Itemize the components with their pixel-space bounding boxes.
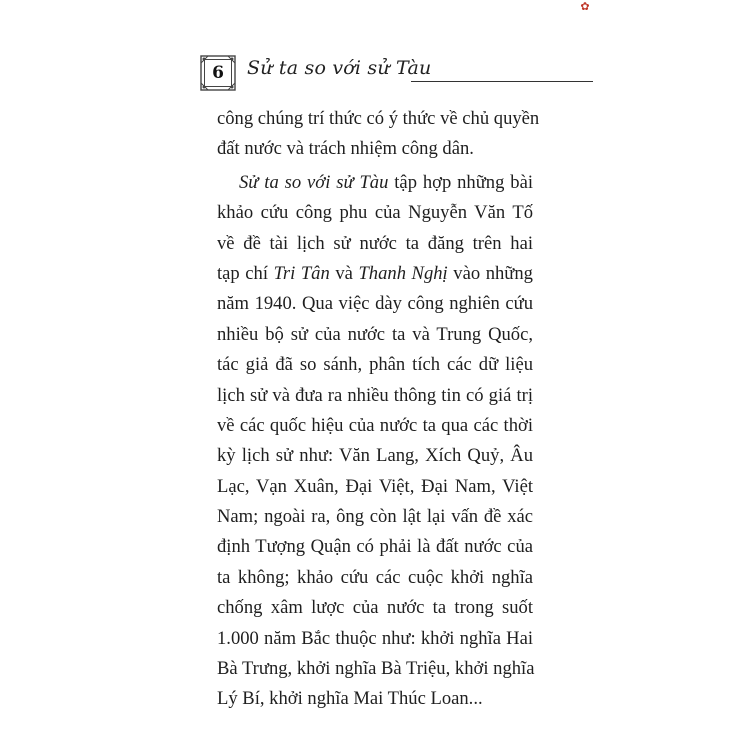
text-line: tạp chí Tri Tân và Thanh Nghị vào những — [217, 262, 533, 284]
text-line: lịch sử và đưa ra nhiều thông tin có giá trị — [217, 384, 533, 406]
text-line: khảo cứu công phu của Nguyễn Văn Tố — [217, 202, 533, 224]
flower-mark-icon: ✿ — [580, 1, 590, 13]
body-text — [217, 104, 540, 715]
text-line: định Tượng Quận có phải là đất nước của — [217, 536, 533, 558]
journal-name: Thanh Nghị — [358, 262, 448, 284]
text-line: Sử ta so với sử Tàu tập hợp những bài — [239, 171, 533, 193]
text-line: công chúng trí thức có ý thức về chủ quyền — [217, 108, 540, 129]
text-line: nhiều bộ sử của nước ta và Trung Quốc, — [217, 323, 533, 345]
text-line: tác giả đã so sánh, phân tích các dữ liệu — [217, 354, 533, 376]
book-title: Sử ta so với sử Tàu — [247, 57, 432, 79]
text-line: Lý Bí, khởi nghĩa Mai Thúc Loan... — [217, 688, 483, 710]
text-line: Nam; ngoài ra, ông còn lật lại vấn đề xác — [217, 506, 533, 528]
text-line: về các quốc hiệu của nước ta qua các thời — [217, 414, 533, 436]
text-line: về đề tài lịch sử nước ta đăng trên hai — [217, 232, 533, 254]
page-number-badge — [199, 54, 237, 92]
text-line: kỳ lịch sử như: Văn Lang, Xích Quỷ, Âu — [217, 445, 533, 467]
text-line: 1.000 năm Bắc thuộc như: khởi nghĩa Hai — [217, 627, 533, 649]
journal-name: Tri Tân — [273, 262, 330, 284]
text-line: Lạc, Vạn Xuân, Đại Việt, Đại Nam, Việt — [217, 475, 533, 497]
book-title-reference: Sử ta so với sử Tàu — [239, 171, 389, 193]
text-line: năm 1940. Qua việc dày công nghiên cứu — [217, 293, 533, 315]
text-line: ta không; khảo cứu các cuộc khởi nghĩa — [217, 566, 533, 588]
running-header — [199, 54, 599, 96]
text-line: Bà Trưng, khởi nghĩa Bà Triệu, khởi nghĩa — [217, 658, 535, 680]
text-line: đất nước và trách nhiệm công dân. — [217, 138, 474, 160]
text-line: chống xâm lược của nước ta trong suốt — [217, 597, 533, 619]
header-rule — [411, 81, 593, 82]
page-number: 6 — [212, 63, 224, 83]
